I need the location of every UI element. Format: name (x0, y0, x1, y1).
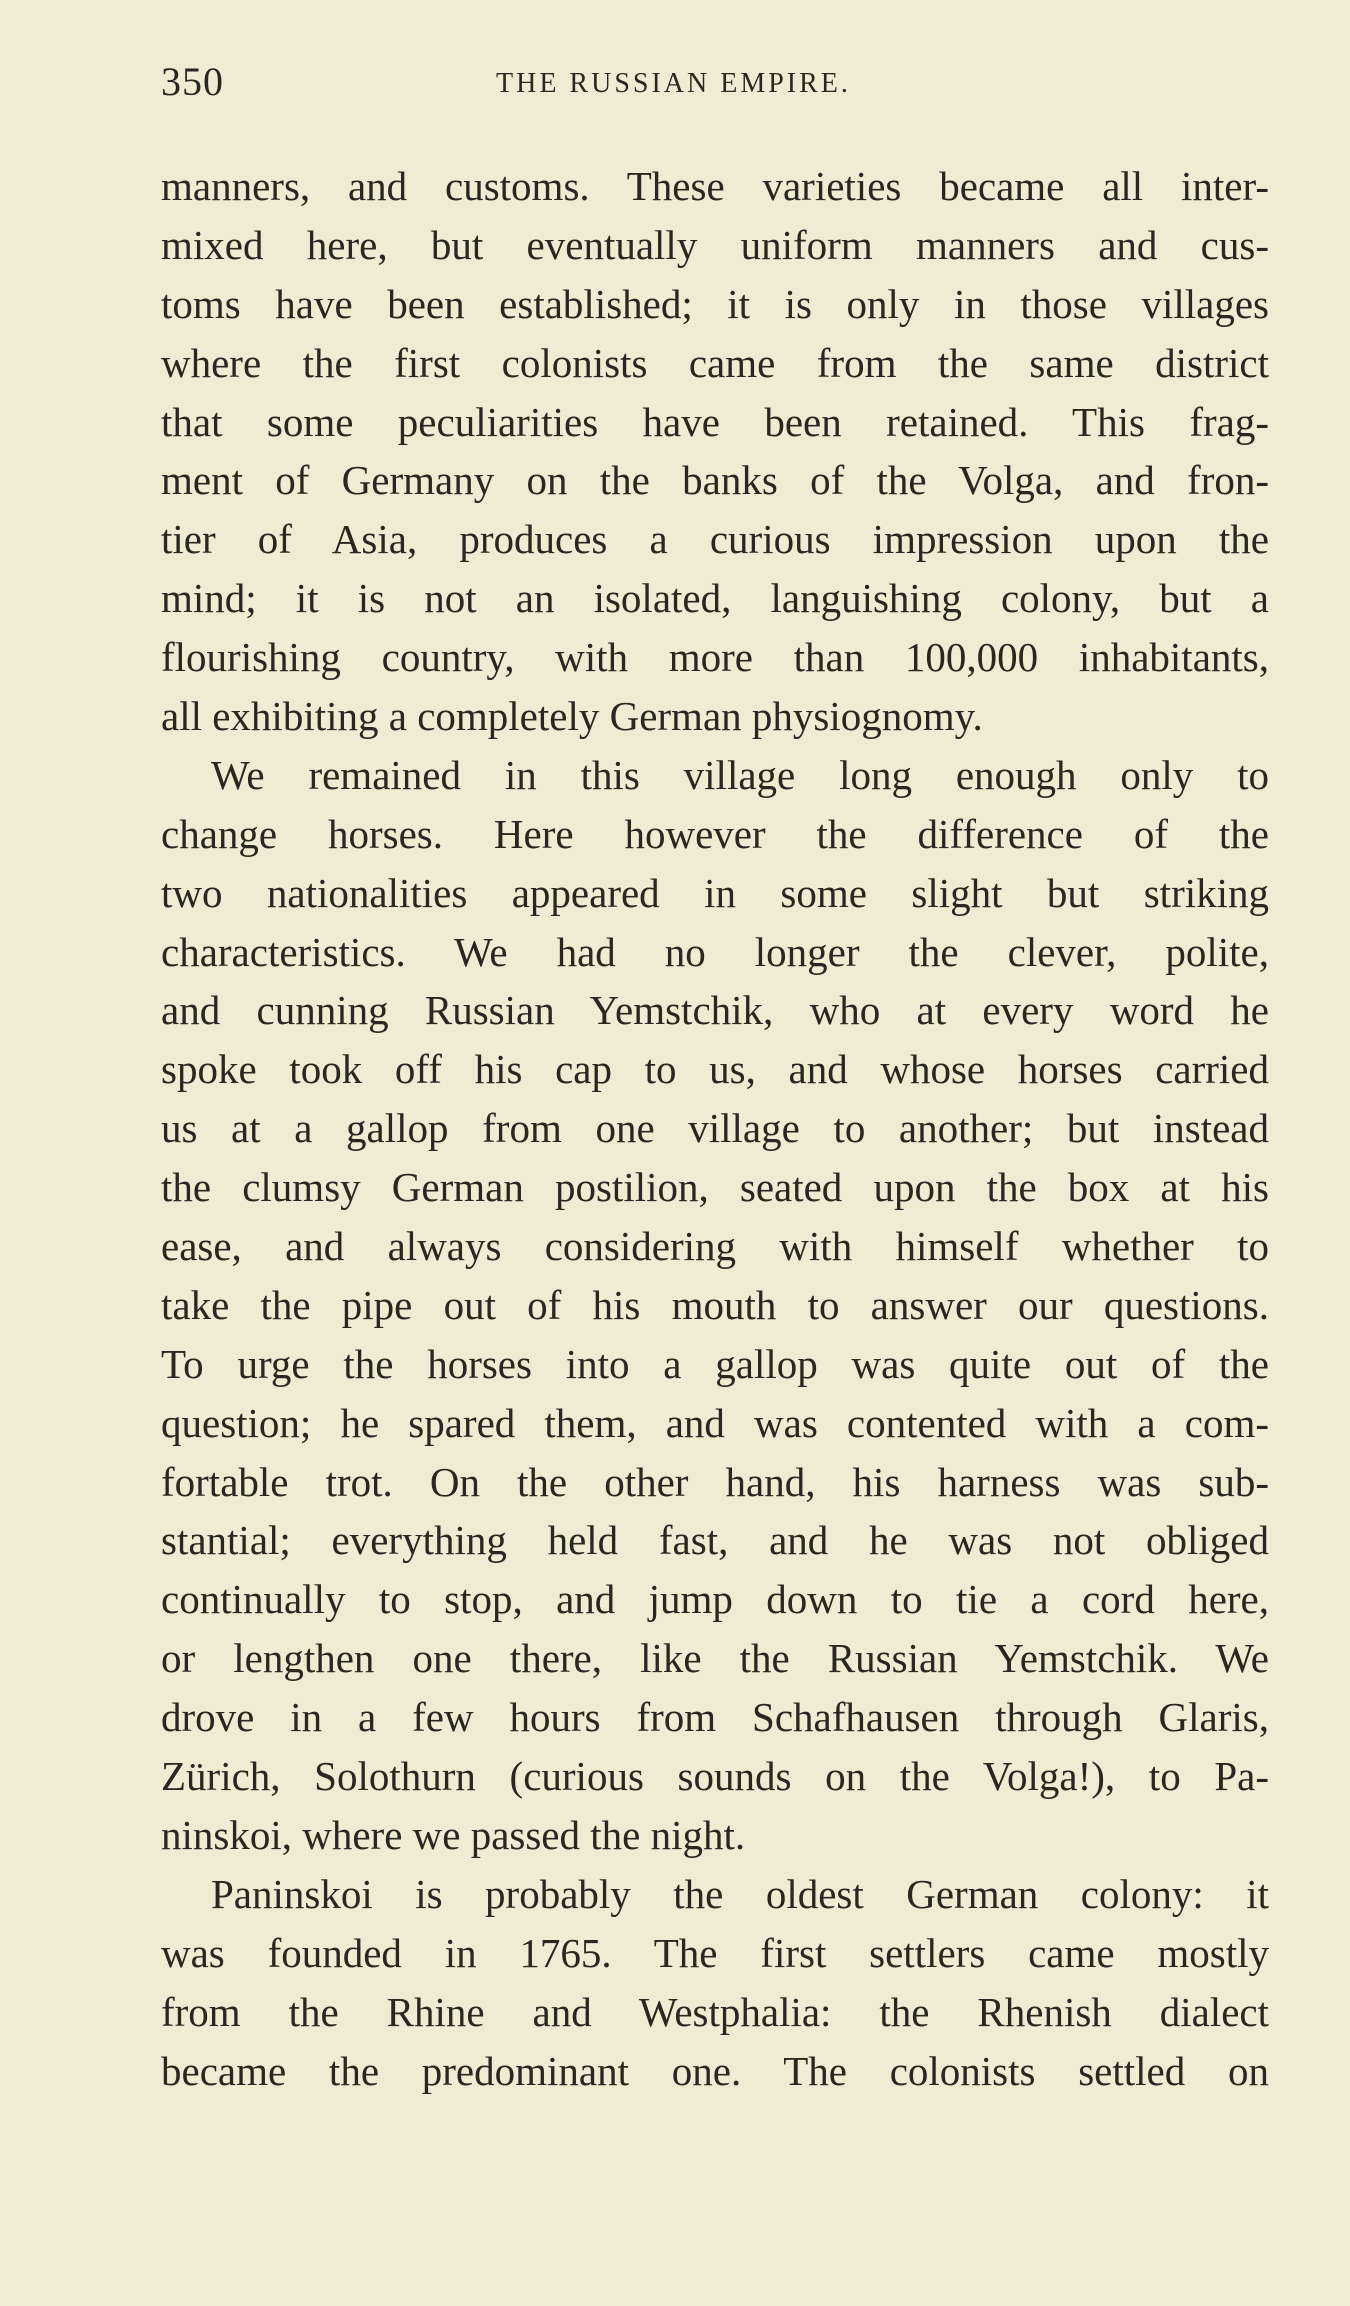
text-line: ninskoi, where we passed the night. (161, 1811, 746, 1858)
text-line: mixed here, but eventually uniform manners and cus- (161, 221, 1269, 268)
text-line: fortable trot. On the other hand, his harness was sub- (161, 1458, 1269, 1505)
text-line: two nationalities appeared in some slight but striking (161, 869, 1269, 916)
page-number: 350 (161, 59, 224, 104)
text-line: toms have been established; it is only in those villages (161, 280, 1269, 327)
body-text (161, 157, 1269, 2100)
text-line: ease, and always considering with himself whether to (161, 1223, 1269, 1270)
text-line: all exhibiting a completely German physiognomy. (161, 693, 983, 740)
text-line: flourishing country, with more than 100,000 inhabitants, (161, 634, 1269, 681)
text-line: continually to stop, and jump down to tie a cord here, (161, 1576, 1269, 1623)
text-line: manners, and customs. These varieties became all inter- (161, 163, 1269, 209)
text-line: became the predominant one. The colonists settled on (161, 2047, 1269, 2094)
text-line: stantial; everything held fast, and he was not obliged (161, 1517, 1269, 1564)
text-line: where the first colonists came from the same district (161, 339, 1269, 386)
text-line: To urge the horses into a gallop was quite out of the (161, 1340, 1269, 1387)
text-line: Paninskoi is probably the oldest German colony: it (211, 1870, 1269, 1917)
running-title: THE RUSSIAN EMPIRE. (496, 68, 851, 99)
page-header (161, 58, 1269, 118)
text-line: characteristics. We had no longer the clever, polite, (161, 928, 1269, 975)
text-line: was founded in 1765. The first settlers came mostly (161, 1929, 1269, 1976)
text-line: that some peculiarities have been retained. This frag- (161, 398, 1269, 445)
text-line: the clumsy German postilion, seated upon the box at his (161, 1164, 1269, 1211)
text-line: mind; it is not an isolated, languishing colony, but a (161, 575, 1269, 622)
text-line: ment of Germany on the banks of the Volga, and fron- (161, 457, 1269, 504)
text-line: and cunning Russian Yemstchik, who at every word he (161, 987, 1269, 1034)
text-line: or lengthen one there, like the Russian Yemstchik. We (161, 1635, 1269, 1682)
text-line: Zürich, Solothurn (curious sounds on the Volga!), to Pa- (161, 1753, 1269, 1800)
text-line: us at a gallop from one village to another; but instead (161, 1105, 1269, 1152)
text-line: take the pipe out of his mouth to answer our questions. (161, 1281, 1269, 1328)
text-line: spoke took off his cap to us, and whose horses carried (161, 1046, 1269, 1093)
text-line: question; he spared them, and was contented with a com- (161, 1399, 1269, 1446)
text-line: change horses. Here however the difference of the (161, 810, 1269, 857)
text-line: from the Rhine and Westphalia: the Rhenish dialect (161, 1988, 1269, 2035)
text-line: We remained in this village long enough only to (211, 751, 1269, 798)
text-line: drove in a few hours from Schafhausen through Glaris, (161, 1694, 1269, 1741)
text-line: tier of Asia, produces a curious impression upon the (161, 516, 1269, 563)
